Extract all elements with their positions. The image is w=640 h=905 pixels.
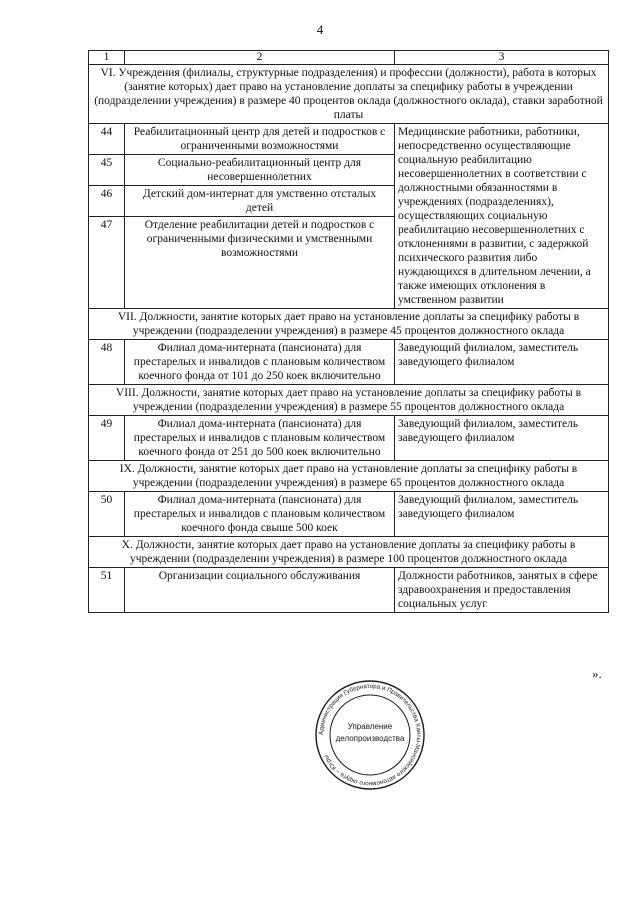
page-number: 4 bbox=[316, 22, 324, 37]
allowance-table bbox=[88, 50, 609, 613]
row-number: 46 bbox=[89, 186, 125, 217]
section-title: VII. Должности, занятие которых дает право на установление доплаты за специфику работы в учреждении (подразделении учреждения) в размере 45 процентов должностного оклада bbox=[89, 309, 609, 340]
section-heading-row bbox=[89, 65, 609, 124]
row-number: 48 bbox=[89, 340, 125, 385]
institution-cell: Отделение реабилитации детей и подростков с ограниченными физическими и умственными возможностями bbox=[125, 217, 395, 309]
stamp-line1: Управление bbox=[347, 722, 393, 731]
closing-quote-mark: ». bbox=[592, 666, 602, 681]
section-title: VI. Учреждения (филиалы, структурные подразделения) и профессии (должности), работа в которых (занятие которых) дает право на установление доплаты за специфику работы в учреждении (подразделении учреждения) в размере 40 процентов оклада (должностного оклада), ставки заработной платы bbox=[89, 65, 609, 124]
institution-cell: Реабилитационный центр для детей и подростков с ограниченными возможностями bbox=[125, 124, 395, 155]
section-title: IX. Должности, занятие которых дает право на установление доплаты за специфику работы в учреждении (подразделении учреждения) в размере 65 процентов должностного оклада bbox=[89, 461, 609, 492]
table-row bbox=[89, 124, 609, 155]
section-heading-row bbox=[89, 461, 609, 492]
row-number: 45 bbox=[89, 155, 125, 186]
row-number: 51 bbox=[89, 568, 125, 613]
column-header: 2 bbox=[125, 51, 395, 65]
institution-cell: Социально-реабилитационный центр для несовершеннолетних bbox=[125, 155, 395, 186]
section-heading-row bbox=[89, 385, 609, 416]
table-row bbox=[89, 568, 609, 613]
official-stamp bbox=[300, 680, 440, 790]
row-number: 44 bbox=[89, 124, 125, 155]
positions-cell: Заведующий филиалом, заместитель заведующего филиалом bbox=[395, 340, 609, 385]
section-heading-row bbox=[89, 537, 609, 568]
stamp-line2: делопроизводства bbox=[335, 734, 405, 743]
section-heading-row bbox=[89, 309, 609, 340]
table-row bbox=[89, 416, 609, 461]
table-row bbox=[89, 340, 609, 385]
institution-cell: Филиал дома-интерната (пансионата) для престарелых и инвалидов с плановым количеством коечного фонда свыше 500 коек bbox=[125, 492, 395, 537]
institution-cell: Детский дом-интернат для умственно отсталых детей bbox=[125, 186, 395, 217]
positions-cell: Медицинские работники, работники, непосредственно осуществляющие социальную реабилитацию несовершеннолетних в соответствии с должностными обязанностями в учреждениях (подразделениях), осуществляющих социальную реабилитацию несовершеннолетних с отклонениями в развитии, с задержкой психического развития либо нуждающихся в длительном лечении, а также имеющих отклонения в умственном развитии bbox=[395, 124, 609, 309]
section-title: VIII. Должности, занятие которых дает право на установление доплаты за специфику работы в учреждении (подразделении учреждения) в размере 55 процентов должностного оклада bbox=[89, 385, 609, 416]
table-row bbox=[89, 492, 609, 537]
positions-cell: Должности работников, занятых в сфере здравоохранения и предоставления социальных услуг bbox=[395, 568, 609, 613]
institution-cell: Филиал дома-интерната (пансионата) для престарелых и инвалидов с плановым количеством коечного фонда от 101 до 250 коек включительно bbox=[125, 340, 395, 385]
column-header: 3 bbox=[395, 51, 609, 65]
institution-cell: Филиал дома-интерната (пансионата) для престарелых и инвалидов с плановым количеством коечного фонда от 251 до 500 коек включительно bbox=[125, 416, 395, 461]
positions-cell: Заведующий филиалом, заместитель заведующего филиалом bbox=[395, 492, 609, 537]
row-number: 47 bbox=[89, 217, 125, 309]
column-header: 1 bbox=[89, 51, 125, 65]
section-title: X. Должности, занятие которых дает право на установление доплаты за специфику работы в учреждении (подразделении учреждения) в размере 100 процентов должностного оклада bbox=[89, 537, 609, 568]
institution-cell: Организации социального обслуживания bbox=[125, 568, 395, 613]
stamp-outer-text: Администрация Губернатора и Правительства Ханты-Мансийского автономного округа – Югры bbox=[317, 682, 423, 788]
table-header-row bbox=[89, 51, 609, 65]
row-number: 49 bbox=[89, 416, 125, 461]
row-number: 50 bbox=[89, 492, 125, 537]
positions-cell: Заведующий филиалом, заместитель заведующего филиалом bbox=[395, 416, 609, 461]
